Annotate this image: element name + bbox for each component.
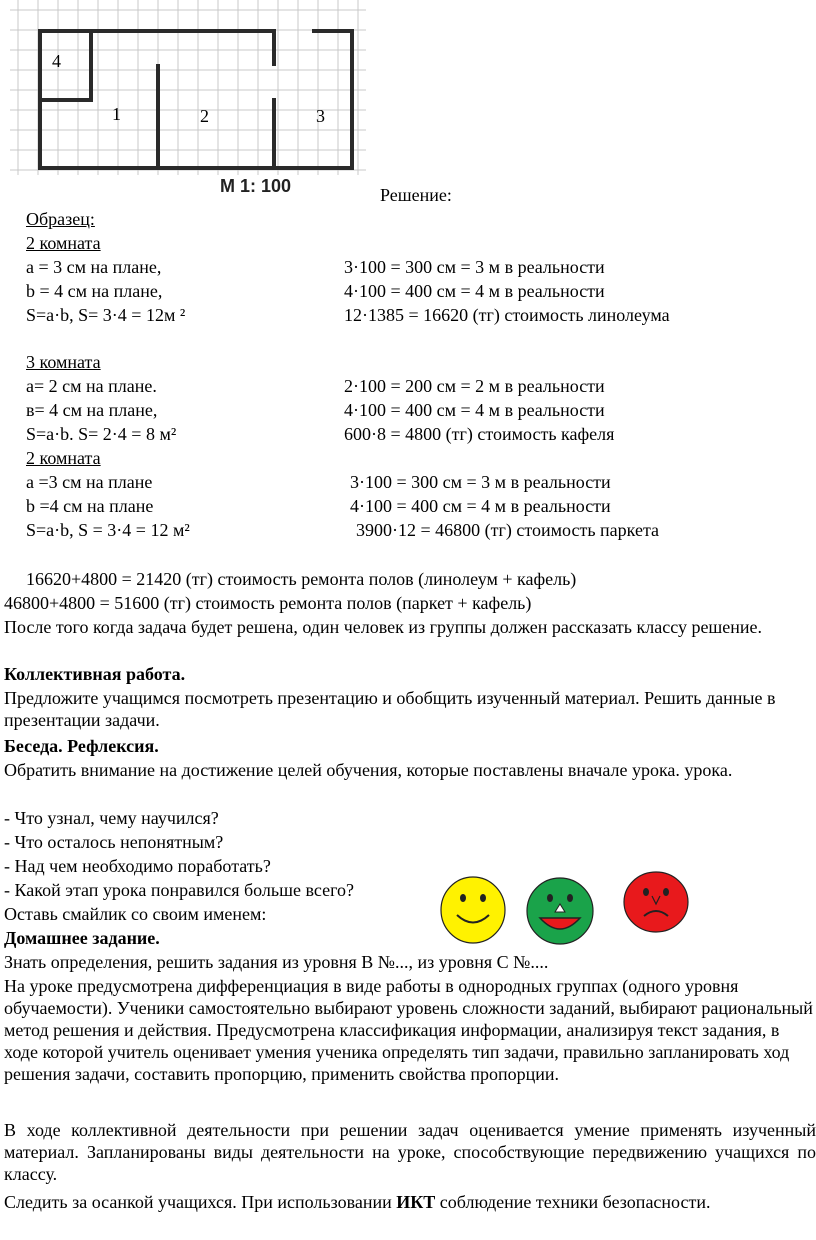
room-c-right-2: 4·100 = 400 см = 4 м в реальности [350,496,611,516]
room-b-right-2: 4·100 = 400 см = 4 м в реальности [344,400,605,420]
sad-smiley-icon [624,872,688,932]
posture-text-b: соблюдение техники безопасности. [435,1192,711,1212]
homework-text: Знать определения, решить задания из уровня В №..., из уровня С №.... [4,952,549,972]
question-4: - Какой этап урока понравился больше всего? [4,880,354,900]
room-b-left-1: a= 2 см на плане. [26,376,157,396]
room-b-right-3: 600·8 = 4800 (тг) стоимость кафеля [344,424,615,444]
room-b-right-1: 2·100 = 200 см = 2 м в реальности [344,376,605,396]
room-label-3: 3 [316,106,325,126]
grin-smiley-icon [527,878,593,944]
room-label-4: 4 [52,51,61,71]
posture-text [4,1191,794,1213]
room-a-right-3: 12·1385 = 16620 (тг) стоимость линолеума [344,305,670,325]
reflection-heading: Беседа. Рефлексия. [4,736,159,756]
smiley-instruction: Оставь смайлик со своим именем: [4,904,267,924]
room-c-right-3: 3900·12 = 46800 (тг) стоимость паркета [356,520,660,540]
scale-label: М 1: 100 [220,176,292,196]
room-a-title: 2 комната [26,233,101,253]
collective-activity-text: В ходе коллективной деятельности при решении задач оценивается умение применять изученный материал. Запланированы виды деятельности на уроке, способствующие передвижению учащихся по классу. [4,1120,816,1184]
room-b-left-2: в= 4 см на плане, [26,400,158,420]
room-b-left-3: S=a·b. S= 2·4 = 8 м² [26,424,177,444]
sample-title: Образец: [26,209,95,229]
homework-heading: Домашнее задание. [4,928,160,948]
room-label-1: 1 [112,104,121,124]
room-c-left-2: b =4 см на плане [26,496,154,516]
collective-work-heading: Коллективная работа. [4,664,186,684]
happy-smiley-icon [441,877,505,943]
collective-work-text: Предложите учащимся посмотреть презентацию и обобщить изученный материал. Решить данные в презентации задачи. [4,688,776,730]
room-c-right-1: 3·100 = 300 см = 3 м в реальности [350,472,611,492]
differentiation-text: На уроке предусмотрена дифференциация в виде работы в однородных группах (одного уровня обучаемости). Ученики самостоятельно выбирают уровень сложности заданий, выбирают рациональный метод решения и действия. Предусмотрена классификация информации, анализируя текст задания, в ходе которой учитель оценивает умения ученика определять тип задачи, правильно запланировать ход решения задачи, составить пропорцию, применить свойства пропорции. [4,976,813,1084]
question-2: - Что осталось непонятным? [4,832,224,852]
solution-title: Решение: [380,185,452,205]
ict-bold: ИКТ [396,1192,436,1212]
posture-text-a: Следить за осанкой учащихся. При использовании [4,1192,397,1212]
floor-plan [0,0,370,200]
question-1: - Что узнал, чему научился? [4,808,219,828]
room-a-left-3: S=a·b, S= 3·4 = 12м ² [26,305,186,325]
total-line-2: 46800+4800 = 51600 (тг) стоимость ремонта полов (паркет + кафель) [4,593,532,613]
room-a-left-1: a = 3 см на плане, [26,257,162,277]
room-b-title: 3 комната [26,352,101,372]
total-line-1: 16620+4800 = 21420 (тг) стоимость ремонта полов (линолеум + кафель) [26,569,577,589]
question-3: - Над чем необходимо поработать? [4,856,271,876]
reflection-text: Обратить внимание на достижение целей обучения, которые поставлены вначале урока. урока. [4,760,733,780]
room-label-2: 2 [200,106,209,126]
room-c-left-3: S=a·b, S = 3·4 = 12 м² [26,520,190,540]
after-solution-text: После того когда задача будет решена, один человек из группы должен рассказать классу решение. [4,617,763,637]
room-a-right-1: 3·100 = 300 см = 3 м в реальности [344,257,605,277]
room-a-left-2: b = 4 см на плане, [26,281,163,301]
smileys-group [430,868,700,948]
room-c-title: 2 комната [26,448,101,468]
room-a-right-2: 4·100 = 400 см = 4 м в реальности [344,281,605,301]
room-c-left-1: a =3 см на плане [26,472,153,492]
